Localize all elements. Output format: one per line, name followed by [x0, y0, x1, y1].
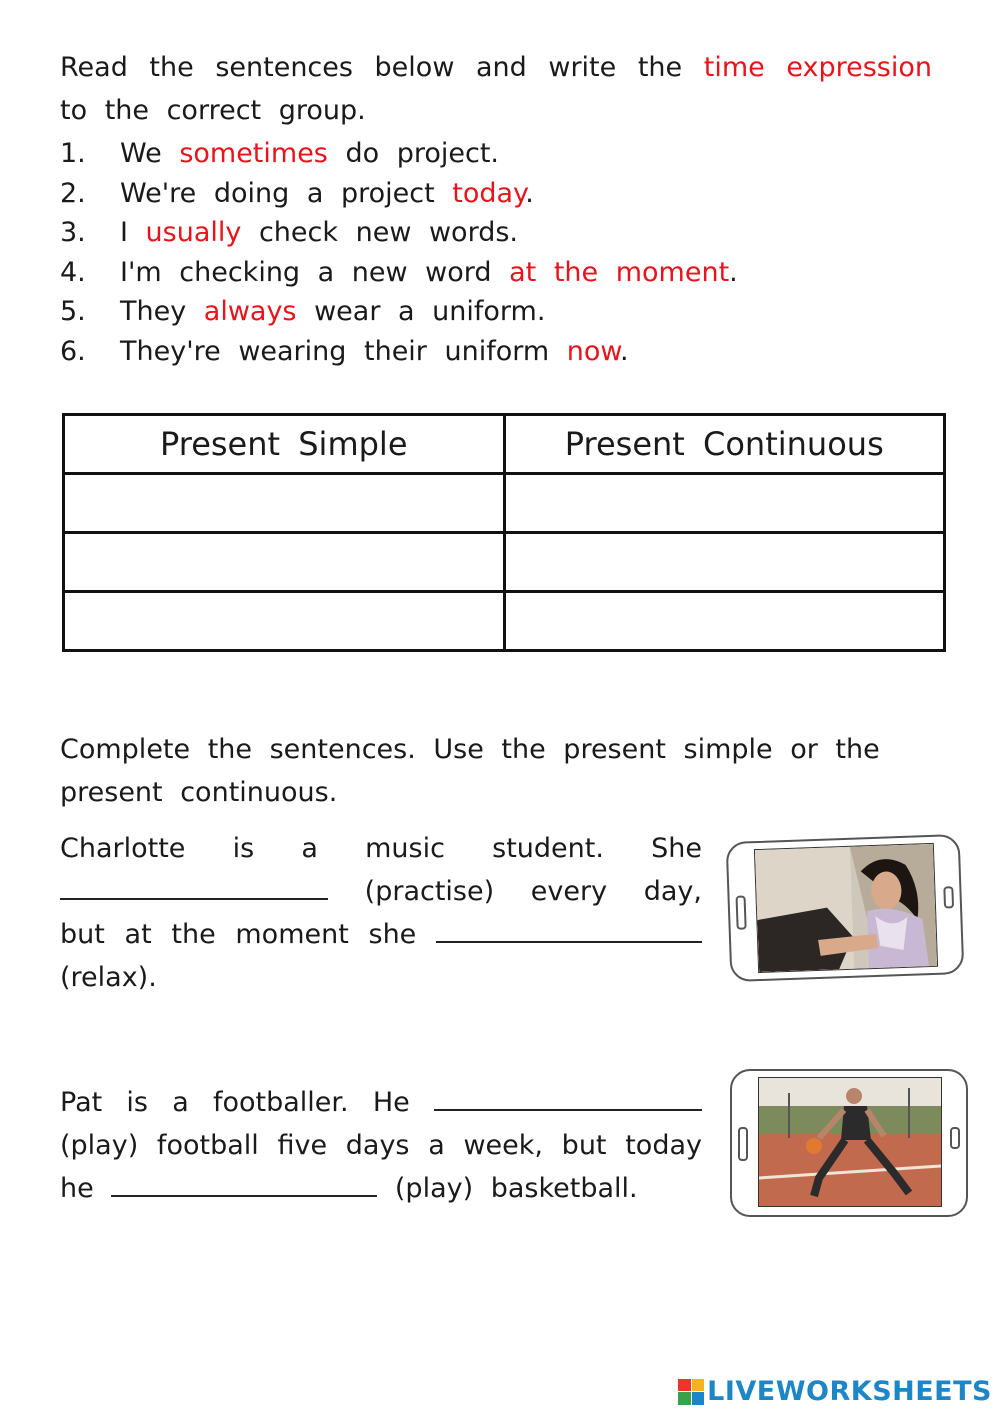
answer-cell-continuous[interactable] — [504, 592, 945, 651]
list-item — [60, 174, 940, 214]
table-row — [64, 474, 945, 533]
time-expression: sometimes — [179, 138, 328, 169]
instruction-text-end: to the correct group. — [60, 95, 366, 126]
item-text: We — [120, 138, 180, 169]
list-item — [60, 213, 940, 253]
item-text-end: . — [525, 177, 534, 209]
para-text: (relax). — [60, 962, 157, 993]
item-text-end: check new words. — [241, 217, 518, 248]
item-number: 2. — [60, 177, 86, 209]
charlotte-photo — [754, 843, 938, 973]
table-row — [64, 533, 945, 592]
time-expression: at the moment — [509, 256, 730, 288]
para-text: (play) football five days a week, but today he — [60, 1130, 702, 1204]
exercise1-instruction — [60, 46, 932, 132]
item-number: 6. — [60, 335, 86, 367]
time-expression: today — [452, 177, 526, 209]
table-header-row — [64, 415, 945, 474]
item-number: 1. — [60, 138, 86, 169]
sentence-list — [60, 134, 940, 371]
answer-cell-simple[interactable] — [64, 592, 505, 651]
item-text: I'm checking a new word — [120, 256, 510, 288]
item-text-end: wear a uniform. — [296, 296, 546, 327]
pat-paragraph — [60, 1081, 702, 1210]
time-expression: usually — [145, 217, 242, 248]
logo-square — [692, 1392, 705, 1405]
para-text: Charlotte is a music student. She — [60, 833, 702, 864]
answer-cell-simple[interactable] — [64, 474, 505, 533]
item-text-end: . — [729, 256, 738, 288]
exercise2-instruction: Complete the sentences. Use the present simple or the present continuous. — [60, 734, 880, 808]
instruction-text: Read the sentences below and write the — [60, 52, 704, 83]
item-text-end: . — [620, 335, 629, 367]
pat-photo — [758, 1077, 942, 1207]
item-text: We're doing a project — [120, 177, 453, 209]
woman-relaxing-illustration — [755, 844, 937, 972]
logo-text: LIVEWORKSHEETS — [707, 1376, 992, 1407]
list-item — [60, 292, 940, 332]
phone-button — [950, 1127, 960, 1149]
answer-blank[interactable] — [111, 1168, 377, 1197]
answer-cell-simple[interactable] — [64, 533, 505, 592]
phone-frame-charlotte — [726, 834, 965, 982]
phone-frame-pat — [730, 1069, 968, 1217]
item-number: 3. — [60, 217, 86, 248]
answer-cell-continuous[interactable] — [504, 533, 945, 592]
item-text: They're wearing their uniform — [120, 335, 567, 367]
header-present-continuous: Present Continuous — [504, 415, 945, 474]
list-item — [60, 332, 940, 372]
item-text: I — [120, 217, 146, 248]
table-row — [64, 592, 945, 651]
grouping-table — [62, 413, 946, 652]
list-item — [60, 134, 940, 174]
para-text: Pat is a footballer. He — [60, 1087, 434, 1118]
para-text: (play) basketball. — [377, 1173, 638, 1204]
time-expression: now — [566, 335, 620, 367]
list-item — [60, 253, 940, 293]
basketball-player-illustration — [759, 1078, 941, 1206]
header-present-simple: Present Simple — [64, 415, 505, 474]
liveworksheets-logo — [678, 1376, 992, 1407]
answer-blank[interactable] — [434, 1082, 702, 1111]
para-text: (practise) every day, but at the moment she — [60, 876, 702, 950]
logo-square — [678, 1379, 691, 1392]
charlotte-paragraph — [60, 827, 702, 999]
logo-square — [678, 1392, 691, 1405]
item-text-end: do project. — [327, 138, 500, 169]
answer-blank[interactable] — [436, 914, 702, 943]
logo-icon — [678, 1379, 704, 1405]
phone-button — [736, 895, 747, 929]
instruction-highlight: time expression — [703, 52, 932, 83]
time-expression: always — [203, 296, 297, 327]
answer-blank[interactable] — [60, 871, 328, 900]
item-number: 4. — [60, 256, 86, 288]
phone-button — [943, 886, 954, 908]
phone-button — [738, 1127, 748, 1161]
logo-square — [692, 1379, 705, 1392]
item-number: 5. — [60, 296, 86, 327]
answer-cell-continuous[interactable] — [504, 474, 945, 533]
item-text: They — [120, 296, 204, 327]
